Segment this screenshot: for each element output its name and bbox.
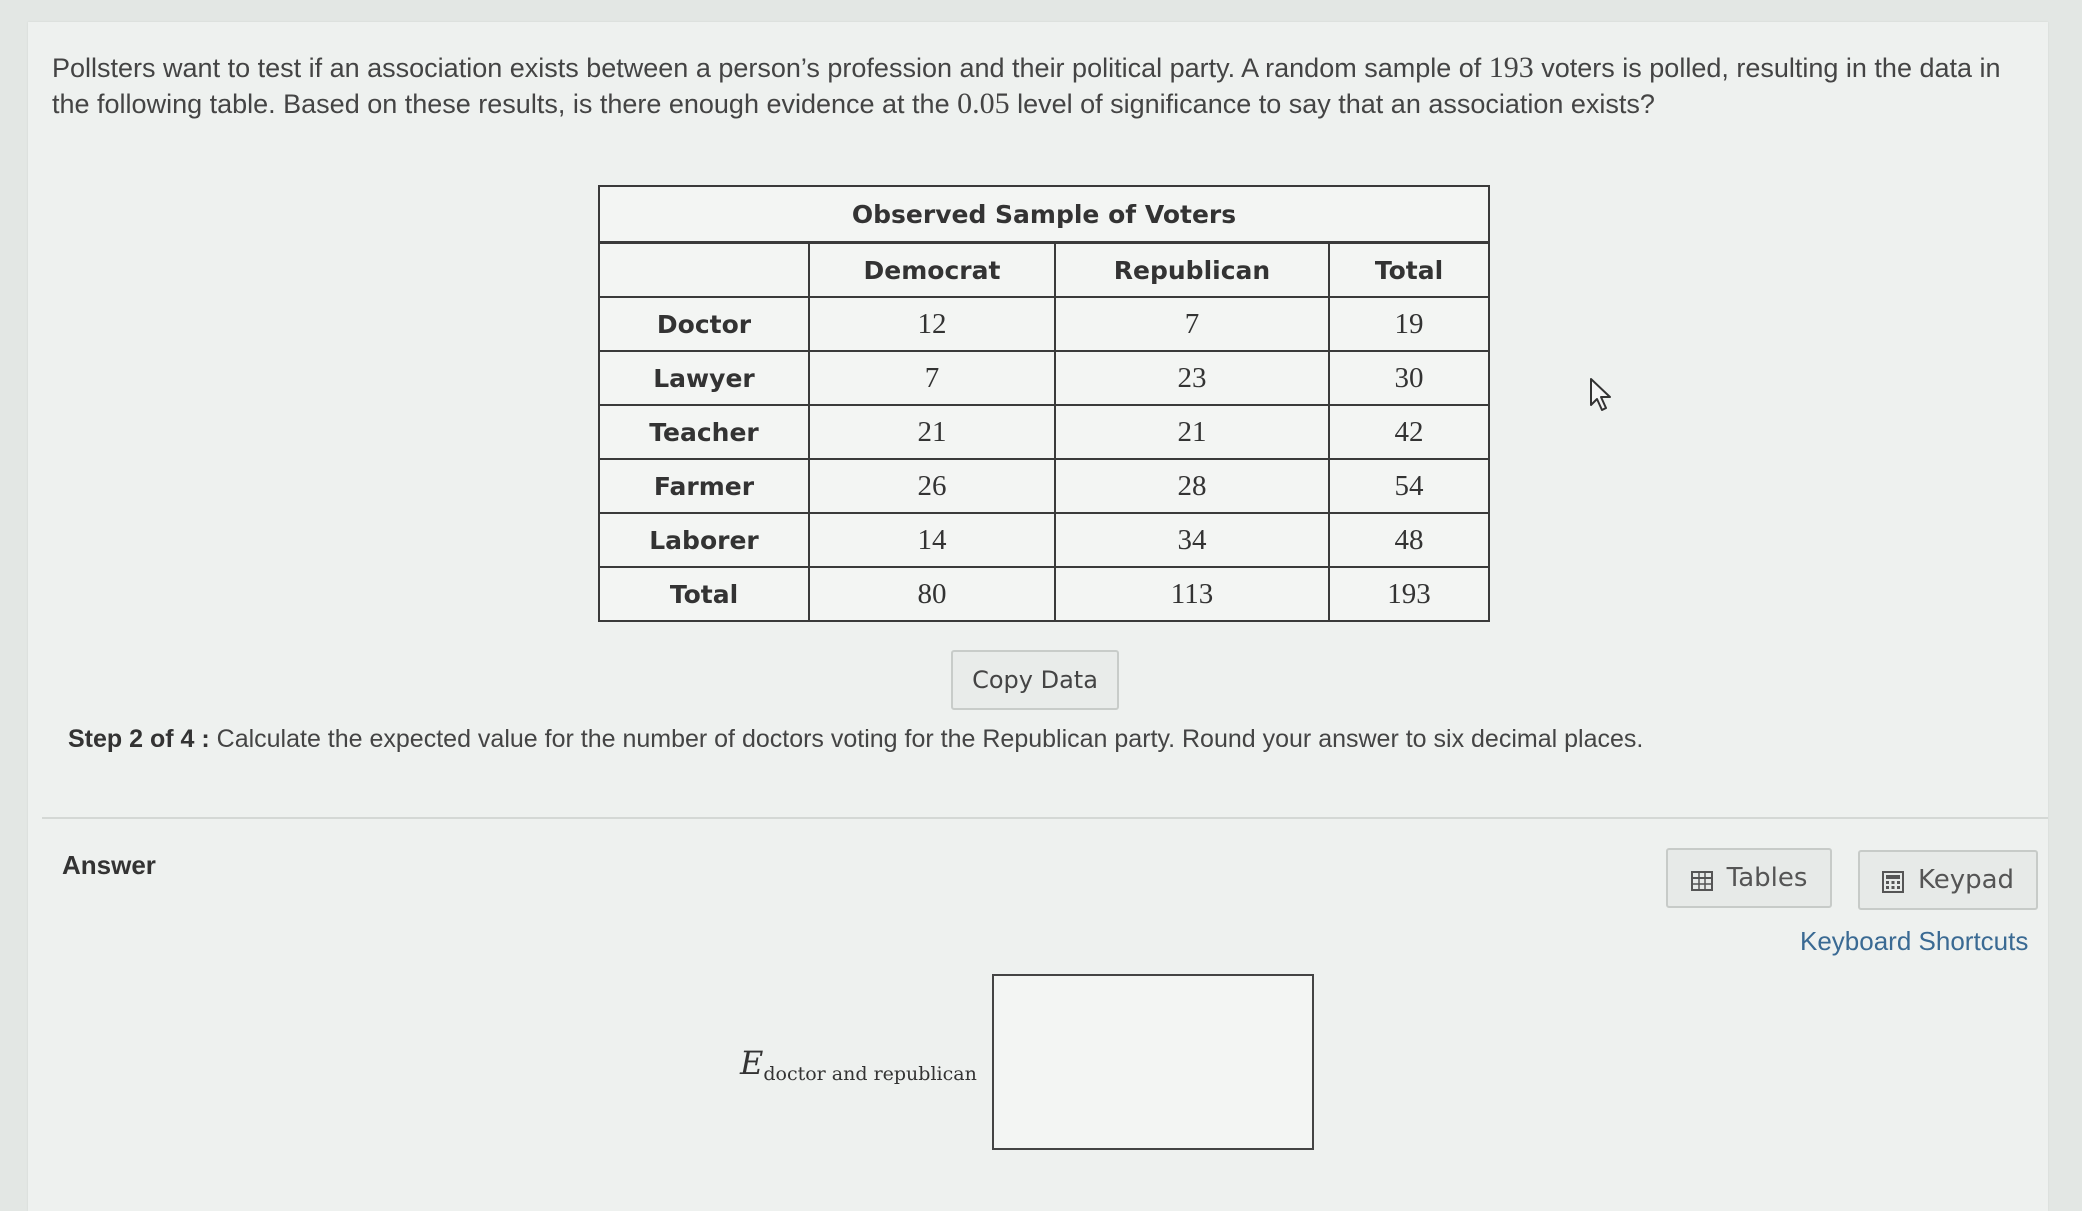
answer-label: Answer (62, 850, 156, 880)
row-label: Doctor (599, 297, 809, 351)
cell-republican: 7 (1055, 297, 1329, 351)
tables-button[interactable] (1666, 848, 1832, 908)
cell-total: 193 (1329, 567, 1489, 621)
table-row-total (599, 567, 1489, 621)
header-democrat: Democrat (809, 243, 1055, 298)
cell-democrat: 80 (809, 567, 1055, 621)
table-grid-icon (1691, 868, 1713, 888)
row-label: Total (599, 567, 809, 621)
table-row (599, 297, 1489, 351)
cell-republican: 23 (1055, 351, 1329, 405)
table-caption-row (599, 186, 1489, 243)
keypad-icon (1882, 870, 1904, 890)
cell-democrat: 12 (809, 297, 1055, 351)
cell-total: 48 (1329, 513, 1489, 567)
cell-republican: 28 (1055, 459, 1329, 513)
keypad-button-label: Keypad (1917, 865, 2015, 895)
question-text (52, 50, 2042, 122)
equation-symbol: E (740, 1044, 764, 1082)
row-label: Laborer (599, 513, 809, 567)
cell-republican: 113 (1055, 567, 1329, 621)
keypad-button[interactable] (1858, 850, 2038, 910)
cell-democrat: 14 (809, 513, 1055, 567)
header-empty (599, 243, 809, 298)
question-part-1: Pollsters want to test if an association exists between a person’s profession and their political party. A random sample of (52, 53, 1489, 83)
mouse-pointer-icon (1589, 377, 1615, 418)
row-label: Teacher (599, 405, 809, 459)
expected-value-input[interactable] (992, 974, 1314, 1150)
table-row (599, 405, 1489, 459)
table-row (599, 513, 1489, 567)
question-part-2: voters is polled, resulting in the data in the following table. Based on these results, is there enough evidence at the (52, 53, 2001, 119)
cell-democrat: 7 (809, 351, 1055, 405)
answer-equation (740, 1044, 1018, 1085)
header-republican: Republican (1055, 243, 1329, 298)
tables-button-label: Tables (1726, 863, 1808, 893)
step-label: Step 2 of 4 : (68, 725, 210, 753)
cell-democrat: 21 (809, 405, 1055, 459)
step-text: Calculate the expected value for the number of doctors voting for the Republican party. Round your answer to six decimal places. (209, 725, 1644, 753)
question-panel (28, 22, 2048, 1211)
step-instruction (68, 722, 1643, 756)
cell-republican: 34 (1055, 513, 1329, 567)
table-row (599, 459, 1489, 513)
cell-total: 30 (1329, 351, 1489, 405)
cell-total: 54 (1329, 459, 1489, 513)
header-total: Total (1329, 243, 1489, 298)
observed-table-wrapper (598, 185, 1490, 622)
sample-size: 193 (1488, 51, 1534, 84)
cell-total: 19 (1329, 297, 1489, 351)
equation-subscript: doctor and republican (763, 1063, 977, 1085)
observed-table (598, 185, 1490, 622)
cell-total: 42 (1329, 405, 1489, 459)
cell-democrat: 26 (809, 459, 1055, 513)
section-divider (42, 817, 2048, 819)
copy-data-button[interactable]: Copy Data (951, 650, 1119, 710)
table-row (599, 351, 1489, 405)
row-label: Lawyer (599, 351, 809, 405)
cell-republican: 21 (1055, 405, 1329, 459)
table-title: Observed Sample of Voters (599, 186, 1489, 243)
keyboard-shortcuts-link[interactable]: Keyboard Shortcuts (1800, 926, 2029, 956)
question-part-3: level of significance to say that an association exists? (1009, 89, 1655, 119)
table-header-row (599, 243, 1489, 298)
significance-level: 0.05 (957, 87, 1010, 120)
row-label: Farmer (599, 459, 809, 513)
